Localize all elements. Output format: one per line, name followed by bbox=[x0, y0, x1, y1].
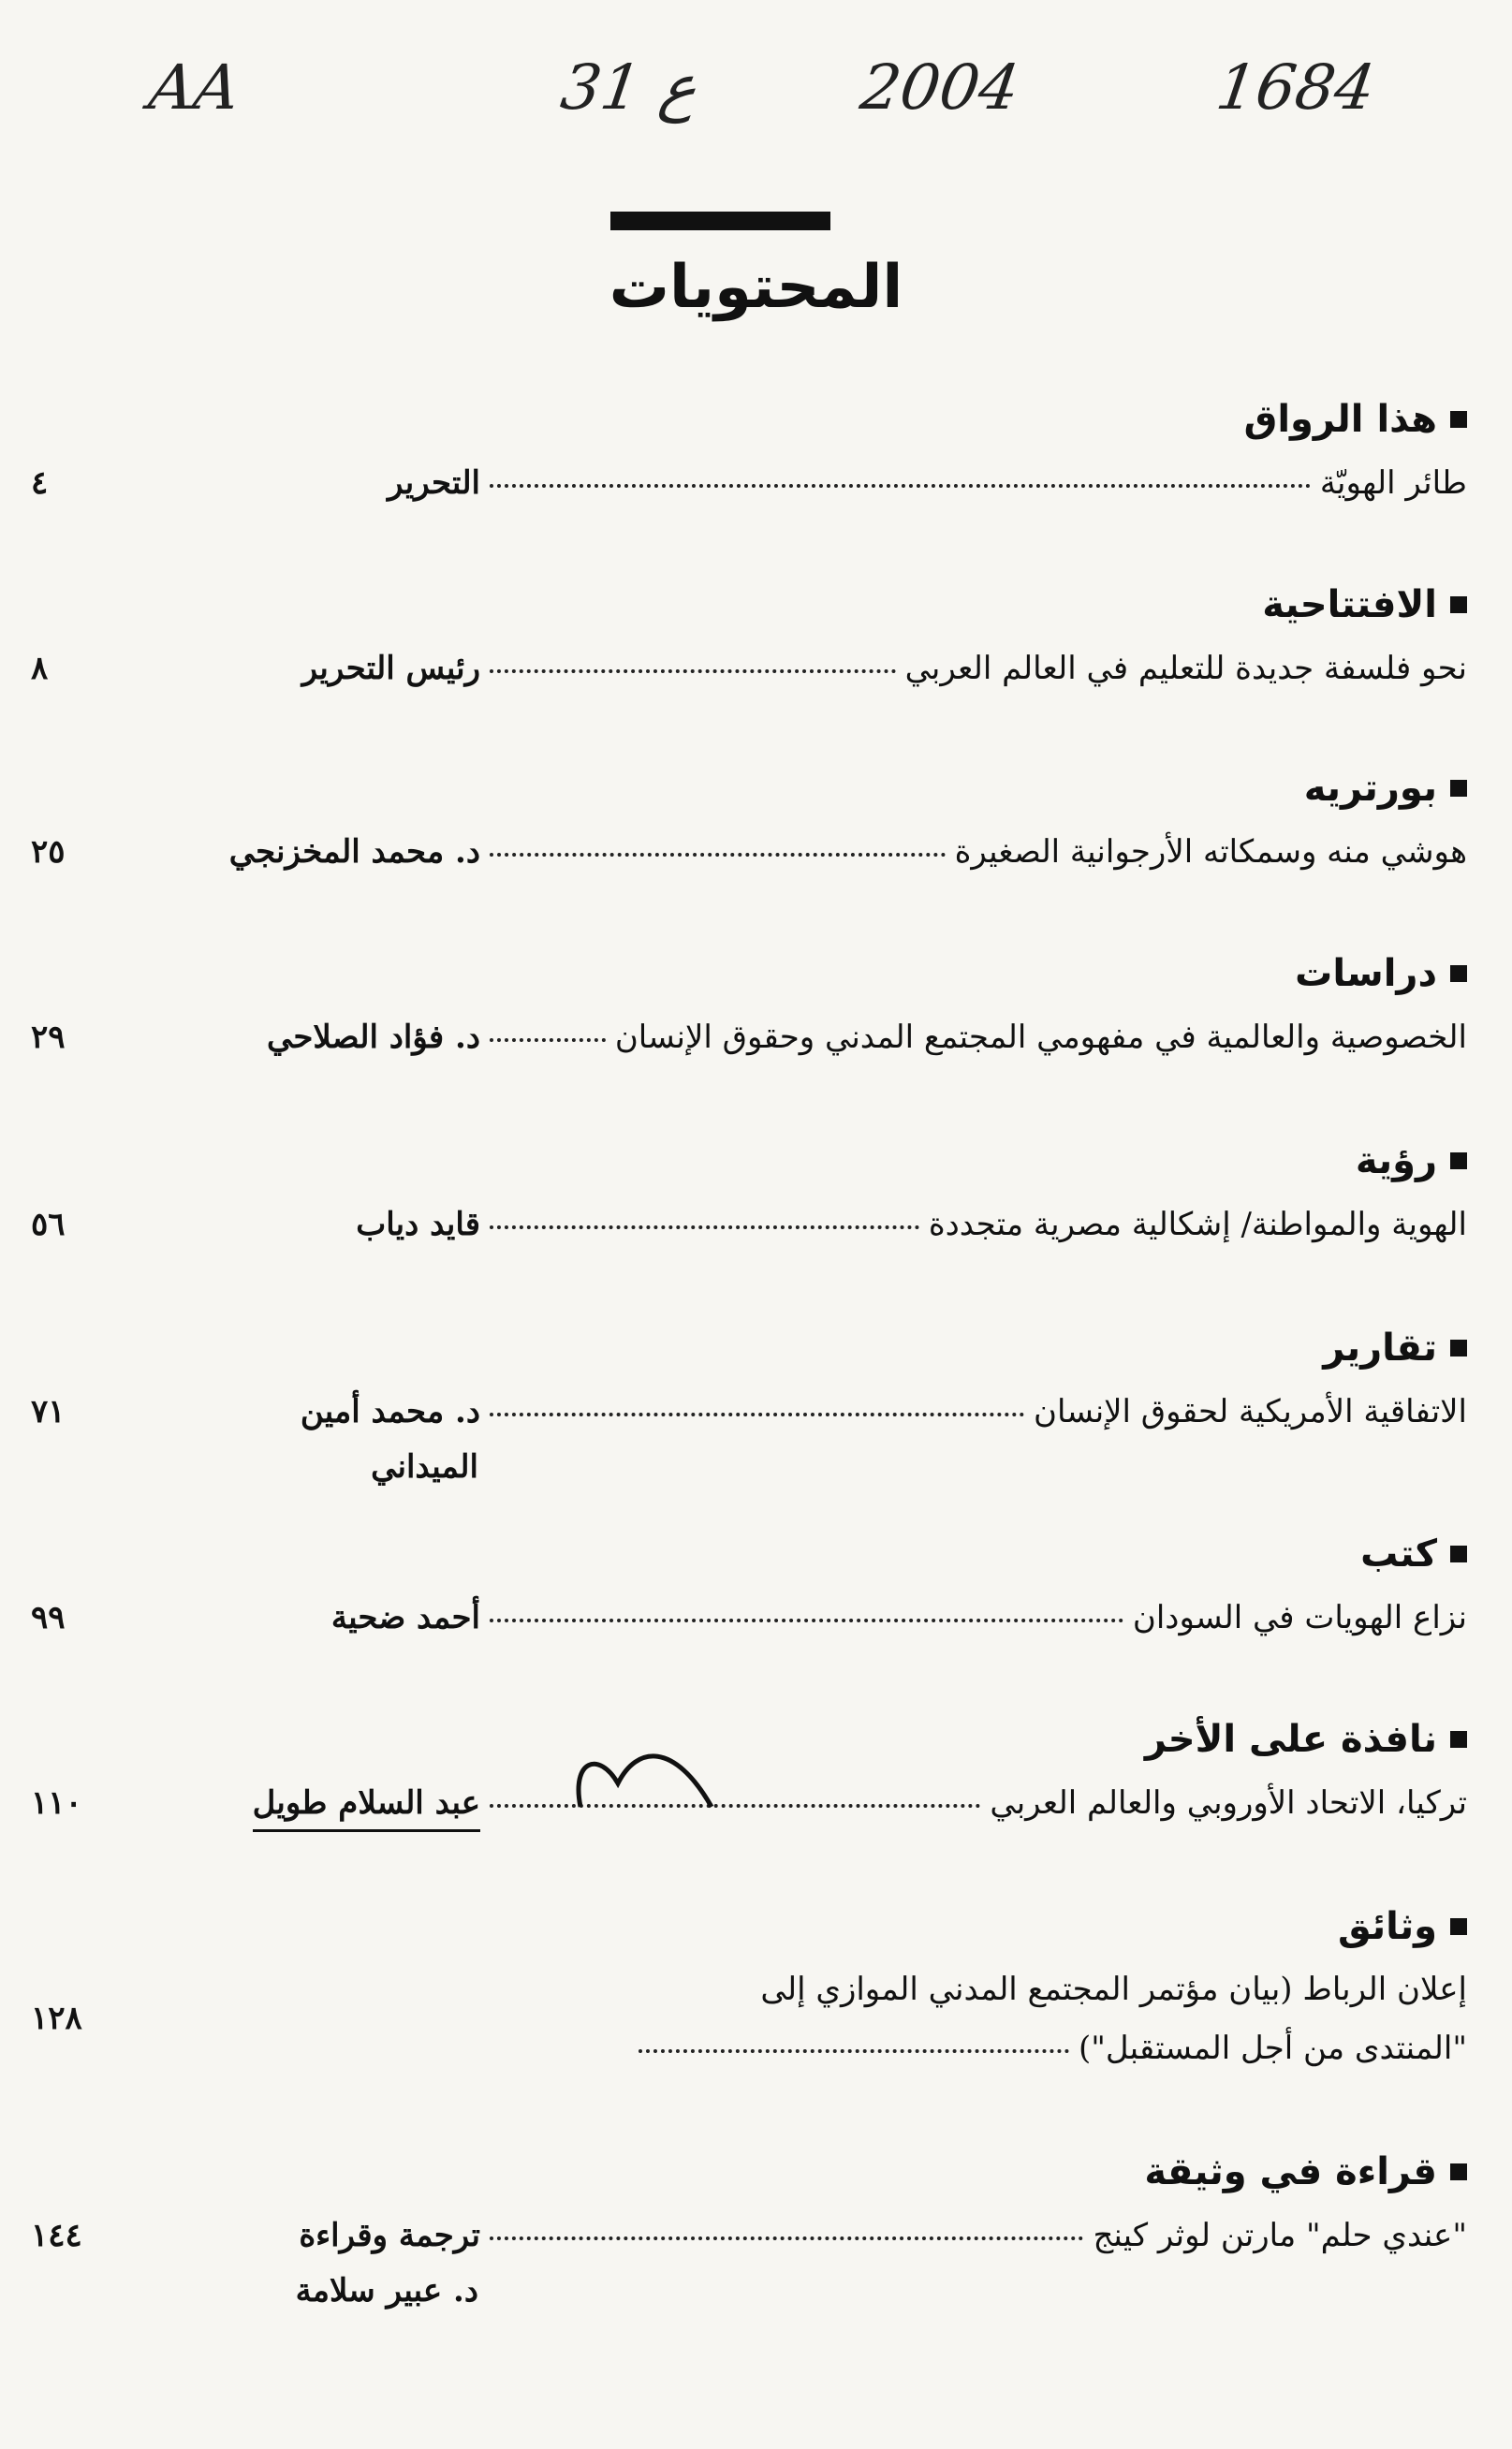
entry-author: أحمد ضحية bbox=[330, 1599, 480, 1636]
entry-author: عبد السلام طويل bbox=[143, 1773, 480, 1833]
entry-title: الخصوصية والعالمية في مفهومي المجتمع المدني وحقوق الإنسان bbox=[614, 1019, 1467, 1056]
handwritten-scribble bbox=[562, 1741, 721, 1826]
handwritten-note-2: 31 ع bbox=[556, 51, 702, 124]
entry-page: ٧١ bbox=[31, 1393, 66, 1430]
entry-page: ٢٥ bbox=[31, 833, 66, 871]
bullet-icon bbox=[1450, 596, 1467, 613]
section-heading: دراسات bbox=[25, 946, 1467, 1002]
entry-title: تركيا، الاتحاد الأوروبي والعالم العربي bbox=[990, 1784, 1467, 1822]
entry-author: قايد دياب bbox=[356, 1206, 480, 1243]
title-rule bbox=[610, 212, 830, 230]
entry-page: ٤ bbox=[31, 464, 49, 502]
entry-page: ٢٩ bbox=[31, 1019, 66, 1056]
section-heading: هذا الرواق bbox=[25, 391, 1467, 447]
entry-title: هوشي منه وسمكاته الأرجوانية الصغيرة bbox=[954, 833, 1467, 871]
entry-page: ٥٦ bbox=[31, 1206, 66, 1243]
bullet-icon bbox=[1450, 1546, 1467, 1562]
leader-dots bbox=[490, 1225, 919, 1229]
handwritten-note-1: AA bbox=[144, 51, 244, 124]
bullet-icon bbox=[1450, 965, 1467, 982]
page-title: المحتويات bbox=[609, 253, 903, 322]
entry-title: نحو فلسفة جديدة للتعليم في العالم العربي bbox=[904, 650, 1467, 687]
entry-author: د. محمد أمين bbox=[300, 1393, 480, 1430]
entry-title: إعلان الرباط (بيان مؤتمر المجتمع المدني الموازي إلى bbox=[760, 1971, 1467, 2008]
leader-dots bbox=[490, 2236, 1083, 2240]
handwritten-note-3: 2004 bbox=[856, 51, 1024, 124]
leader-dots bbox=[490, 669, 896, 673]
entry-page: ١٢٨ bbox=[31, 2000, 82, 2037]
toc-entry bbox=[25, 453, 1467, 513]
toc-entry bbox=[25, 638, 1467, 698]
entry-title: الهوية والمواطنة/ إشكالية مصرية متجددة bbox=[928, 1206, 1467, 1243]
section-heading: تقارير bbox=[25, 1320, 1467, 1376]
section-heading: كتب bbox=[25, 1526, 1467, 1582]
toc-section bbox=[25, 2144, 1467, 2316]
entry-author: رئيس التحرير bbox=[301, 650, 480, 687]
entry-author-continued: الميداني bbox=[371, 1448, 478, 1486]
toc-section bbox=[25, 1711, 1467, 1833]
handwritten-note-4: 1684 bbox=[1211, 51, 1380, 124]
bullet-icon bbox=[1450, 780, 1467, 797]
toc-section bbox=[25, 1899, 1467, 2078]
toc-section bbox=[25, 577, 1467, 698]
leader-dots bbox=[490, 1413, 1024, 1416]
toc-section bbox=[25, 760, 1467, 882]
leader-dots bbox=[490, 1038, 606, 1042]
section-heading: نافذة على الأخر bbox=[25, 1711, 1467, 1767]
section-heading: الافتتاحية bbox=[25, 577, 1467, 633]
entry-author-continued: د. عبير سلامة bbox=[295, 2272, 478, 2310]
leader-dots bbox=[639, 2049, 1069, 2053]
toc-section bbox=[25, 1133, 1467, 1254]
entry-author: ترجمة وقراءة bbox=[299, 2217, 480, 2254]
entry-title: نزاع الهويات في السودان bbox=[1132, 1599, 1467, 1636]
entry-title: "عندي حلم" مارتن لوثر كينج bbox=[1093, 2217, 1467, 2254]
entry-author: د. فؤاد الصلاحي bbox=[267, 1019, 480, 1056]
bullet-icon bbox=[1450, 1340, 1467, 1356]
bullet-icon bbox=[1450, 411, 1467, 428]
toc-entry bbox=[25, 1588, 1467, 1648]
toc-entry bbox=[25, 1007, 1467, 1067]
leader-dots bbox=[490, 853, 946, 857]
entry-page: ١١٠ bbox=[31, 1784, 82, 1822]
toc-section bbox=[25, 1526, 1467, 1648]
toc-section bbox=[25, 1320, 1467, 1492]
toc-section bbox=[25, 946, 1467, 1067]
entry-page: ١٤٤ bbox=[31, 2217, 82, 2254]
leader-dots bbox=[490, 1619, 1123, 1622]
toc-entry bbox=[25, 822, 1467, 882]
leader-dots bbox=[490, 484, 1311, 488]
toc-entry bbox=[25, 2000, 1467, 2078]
entry-title: طائر الهويّة bbox=[1319, 464, 1467, 502]
entry-page: ٨ bbox=[31, 650, 49, 687]
entry-author: التحرير bbox=[388, 464, 480, 502]
entry-title-continued: "المنتدى من أجل المستقبل") bbox=[1079, 2030, 1467, 2067]
section-heading: رؤية bbox=[25, 1133, 1467, 1189]
bullet-icon bbox=[1450, 1731, 1467, 1748]
bullet-icon bbox=[1450, 1152, 1467, 1169]
toc-entry bbox=[25, 2206, 1467, 2266]
bullet-icon bbox=[1450, 2163, 1467, 2180]
section-heading: قراءة في وثيقة bbox=[25, 2144, 1467, 2200]
section-heading: بورتريه bbox=[25, 760, 1467, 816]
toc-entry bbox=[25, 1382, 1467, 1442]
toc-entry bbox=[25, 1773, 1467, 1833]
entry-title: الاتفاقية الأمريكية لحقوق الإنسان bbox=[1034, 1393, 1467, 1430]
entry-author: د. محمد المخزنجي bbox=[228, 833, 480, 871]
entry-page: ٩٩ bbox=[31, 1599, 66, 1636]
toc-section bbox=[25, 391, 1467, 513]
bullet-icon bbox=[1450, 1918, 1467, 1935]
section-heading: وثائق bbox=[25, 1899, 1467, 1955]
toc-entry bbox=[25, 1195, 1467, 1254]
